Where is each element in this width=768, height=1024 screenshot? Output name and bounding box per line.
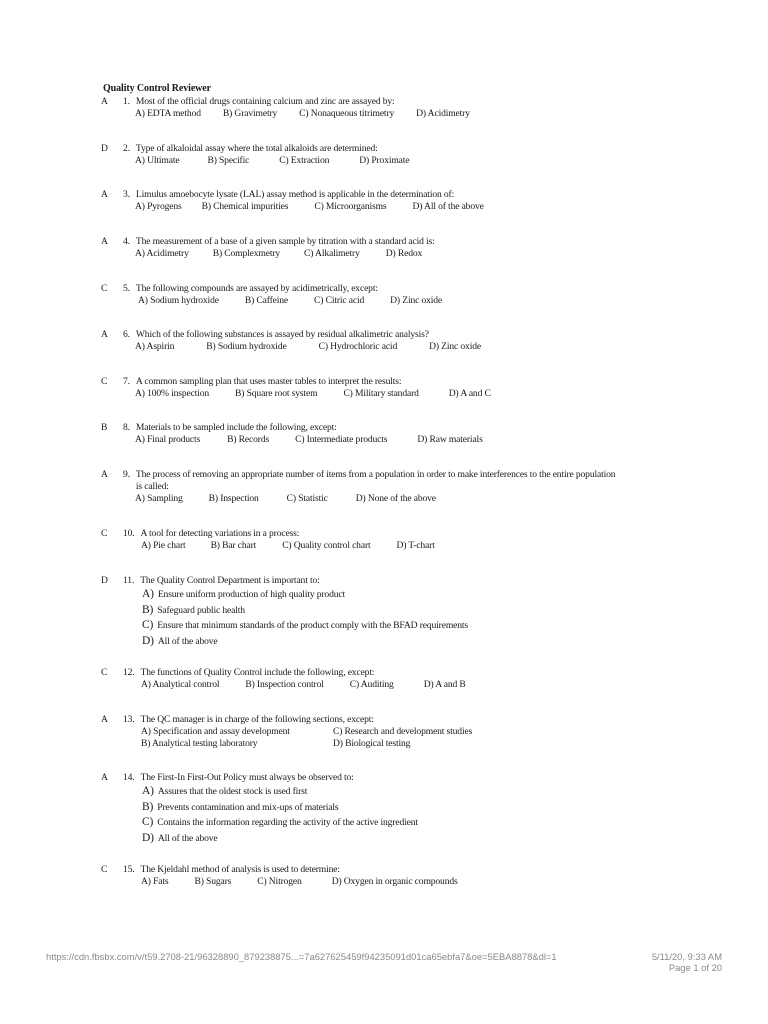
option: B) Inspection [208,493,259,504]
option: D) Acidimetry [416,108,470,119]
answer-key: C [101,528,108,539]
option: B) Inspection control [245,679,324,690]
question-number: 5. [123,283,130,294]
option: B) Records [227,434,270,445]
option: C) Intermediate products [295,434,388,445]
option: B) Specific [207,155,250,166]
option: B) Complexmetry [212,248,281,259]
option: D) Proximate [359,155,410,166]
option-row [101,540,621,552]
option: A) Specification and assay development [141,726,290,737]
option: C) Nitrogen [257,876,302,887]
question-9 [101,469,621,505]
option: C) Extraction [279,155,330,166]
footer-page-number: Page 1 of 20 [668,962,722,973]
option: D) A and C [448,388,491,399]
option: C) Microorganisms [314,201,387,212]
option: A) Pyrogens [135,201,182,212]
question-13 [101,714,621,750]
question-number: 9. [123,469,130,480]
option-text: Contains the information regarding the activity of the active ingredient [157,817,418,829]
option-text: Safeguard public health [157,604,245,616]
option: D) Zinc oxide [429,341,481,352]
question-6 [101,329,621,353]
question-text: The QC manager is in charge of the following sections, except: [140,714,374,725]
option-row [101,876,621,888]
option-text: Ensure uniform production of high quality product [157,589,345,600]
question-number: 7. [123,376,130,387]
option: D) Raw materials [417,434,483,445]
question-text: The functions of Quality Control include the following, except: [140,667,375,678]
question-number: 6. [123,329,130,340]
question-text: The process of removing an appropriate number of items from a population in order to make interferences to the entire population is called: [135,469,616,492]
option: A) EDTA method [135,108,201,119]
question-number: 1. [123,96,130,107]
option: C) Statistic [286,493,328,504]
option: A) Acidimetry [135,248,189,259]
option: D) All of the above [412,201,484,212]
question-number: 4. [123,236,130,247]
question-8 [101,422,621,446]
option-letter: C) [142,816,154,829]
answer-key: C [101,376,108,387]
option [101,784,621,800]
option-row [101,493,621,505]
question-1 [101,96,621,120]
option: A) Fats [141,876,169,887]
option-row [101,679,621,691]
answer-key: A [101,96,108,107]
option-text: Ensure that minimum standards of the product comply with the BFAD requirements [157,620,468,632]
option: C) Alkalimetry [304,248,360,259]
question-number: 3. [123,189,130,200]
option: A) Sodium hydroxide [138,295,219,306]
answer-key: D [101,575,108,586]
answer-key: C [101,667,108,678]
question-text: The Kjeldahl method of analysis is used to determine: [140,864,340,875]
option: C) Quality control chart [282,540,371,551]
option: A) Pie chart [141,540,186,551]
option-row [101,295,621,307]
option-letter: D) [142,831,154,844]
footer-url[interactable]: https://cdn.fbsbx.com/v/t59.2708-21/96328890_879238875...=7a627625459f94235091d01ca65ebfa7&oe=5EBA8878&dl=1 [46,951,557,962]
option: A) Sampling [135,493,183,504]
option: B) Chemical impurities [201,201,289,212]
option: D) Oxygen in organic compounds [331,876,458,887]
option-row [101,108,621,120]
answer-key: C [101,864,108,875]
question-text: The measurement of a base of a given sample by titration with a standard acid is: [135,236,435,247]
option: A) Ultimate [135,155,180,166]
question-3 [101,189,621,213]
answer-key: D [101,143,108,154]
question-number: 2. [123,143,130,154]
question-12 [101,667,621,691]
answer-key: A [101,236,108,247]
option: C) Citric acid [314,295,365,306]
option-row [101,434,621,446]
option: D) T-chart [396,540,435,551]
question-4 [101,236,621,260]
option: B) Analytical testing laboratory [141,738,258,749]
question-number: 13. [123,714,135,725]
option: B) Sugars [194,876,232,887]
question-text: Limulus amoebocyte lysate (LAL) assay method is applicable in the determination of: [135,189,455,200]
option: D) None of the above [355,493,436,504]
option: A) 100% inspection [135,388,210,399]
option: D) Biological testing [333,738,411,749]
option-row [101,248,621,260]
question-number: 15. [123,864,135,875]
question-number: 11. [123,575,135,586]
option: B) Caffeine [244,295,289,306]
answer-key: A [101,189,108,200]
option-text: All of the above [157,635,218,647]
option-letter: A) [142,588,154,600]
option: A) Final products [135,434,201,445]
option-letter: B) [142,800,154,813]
question-10 [101,528,621,552]
option-row [101,388,621,400]
option [101,587,621,603]
option-text: All of the above [157,832,218,844]
question-number: 8. [123,422,130,433]
option: B) Sodium hydroxide [206,341,287,352]
option: D) A and B [423,679,466,690]
option [101,634,621,650]
option: A) Analytical control [141,679,220,690]
answer-key: B [101,422,108,433]
question-14 [101,772,621,846]
question-text: The following compounds are assayed by acidimetrically, except: [135,283,378,294]
question-5 [101,283,621,307]
option-text: Assures that the oldest stock is used first [157,786,308,797]
doc-title: Quality Control Reviewer [103,83,211,94]
option: C) Hydrochloric acid [318,341,398,352]
option: A) Aspirin [135,341,175,352]
option-letter: C) [142,619,154,632]
answer-key: A [101,469,108,480]
question-text: A tool for detecting variations in a process: [140,528,300,539]
question-7 [101,376,621,400]
question-text: Which of the following substances is assayed by residual alkalimetric analysis? [135,329,429,340]
option [101,603,621,619]
option-grid [101,726,621,750]
option [101,815,621,831]
question-number: 10. [123,528,135,539]
question-number: 14. [123,772,135,783]
option [101,831,621,847]
option: C) Military standard [343,388,419,399]
option: B) Gravimetry [222,108,278,119]
footer-datetime: 5/11/20, 9:33 AM [651,951,722,962]
option [101,618,621,634]
option: C) Auditing [349,679,394,690]
question-text: The First-In First-Out Policy must always be observed to: [140,772,354,783]
option: D) Redox [385,248,423,259]
option: C) Nonaqueous titrimetry [299,108,395,119]
option-row [101,341,621,353]
question-text: Materials to be sampled include the following, except: [135,422,337,433]
option-text: Prevents contamination and mix-ups of materials [157,801,339,813]
question-text: The Quality Control Department is important to: [140,575,320,586]
footer-meta [652,951,722,973]
option-letter: D) [142,634,154,647]
question-2 [101,143,621,167]
option: C) Research and development studies [333,726,473,737]
option: B) Bar chart [210,540,257,551]
option-row [101,155,621,167]
option-row [101,201,621,213]
option-letter: B) [142,603,154,616]
answer-key: C [101,283,108,294]
option: B) Square root system [235,388,318,399]
question-text: Type of alkaloidal assay where the total alkaloids are determined: [135,143,378,154]
option [101,800,621,816]
question-number: 12. [123,667,135,678]
option-letter: A) [142,785,154,797]
question-11 [101,575,621,649]
question-text: Most of the official drugs containing calcium and zinc are assayed by: [135,96,395,107]
answer-key: A [101,714,108,725]
option: D) Zinc oxide [390,295,443,306]
answer-key: A [101,772,108,783]
question-text: A common sampling plan that uses master tables to interpret the results: [135,376,402,387]
question-15 [101,864,621,888]
answer-key: A [101,329,108,340]
